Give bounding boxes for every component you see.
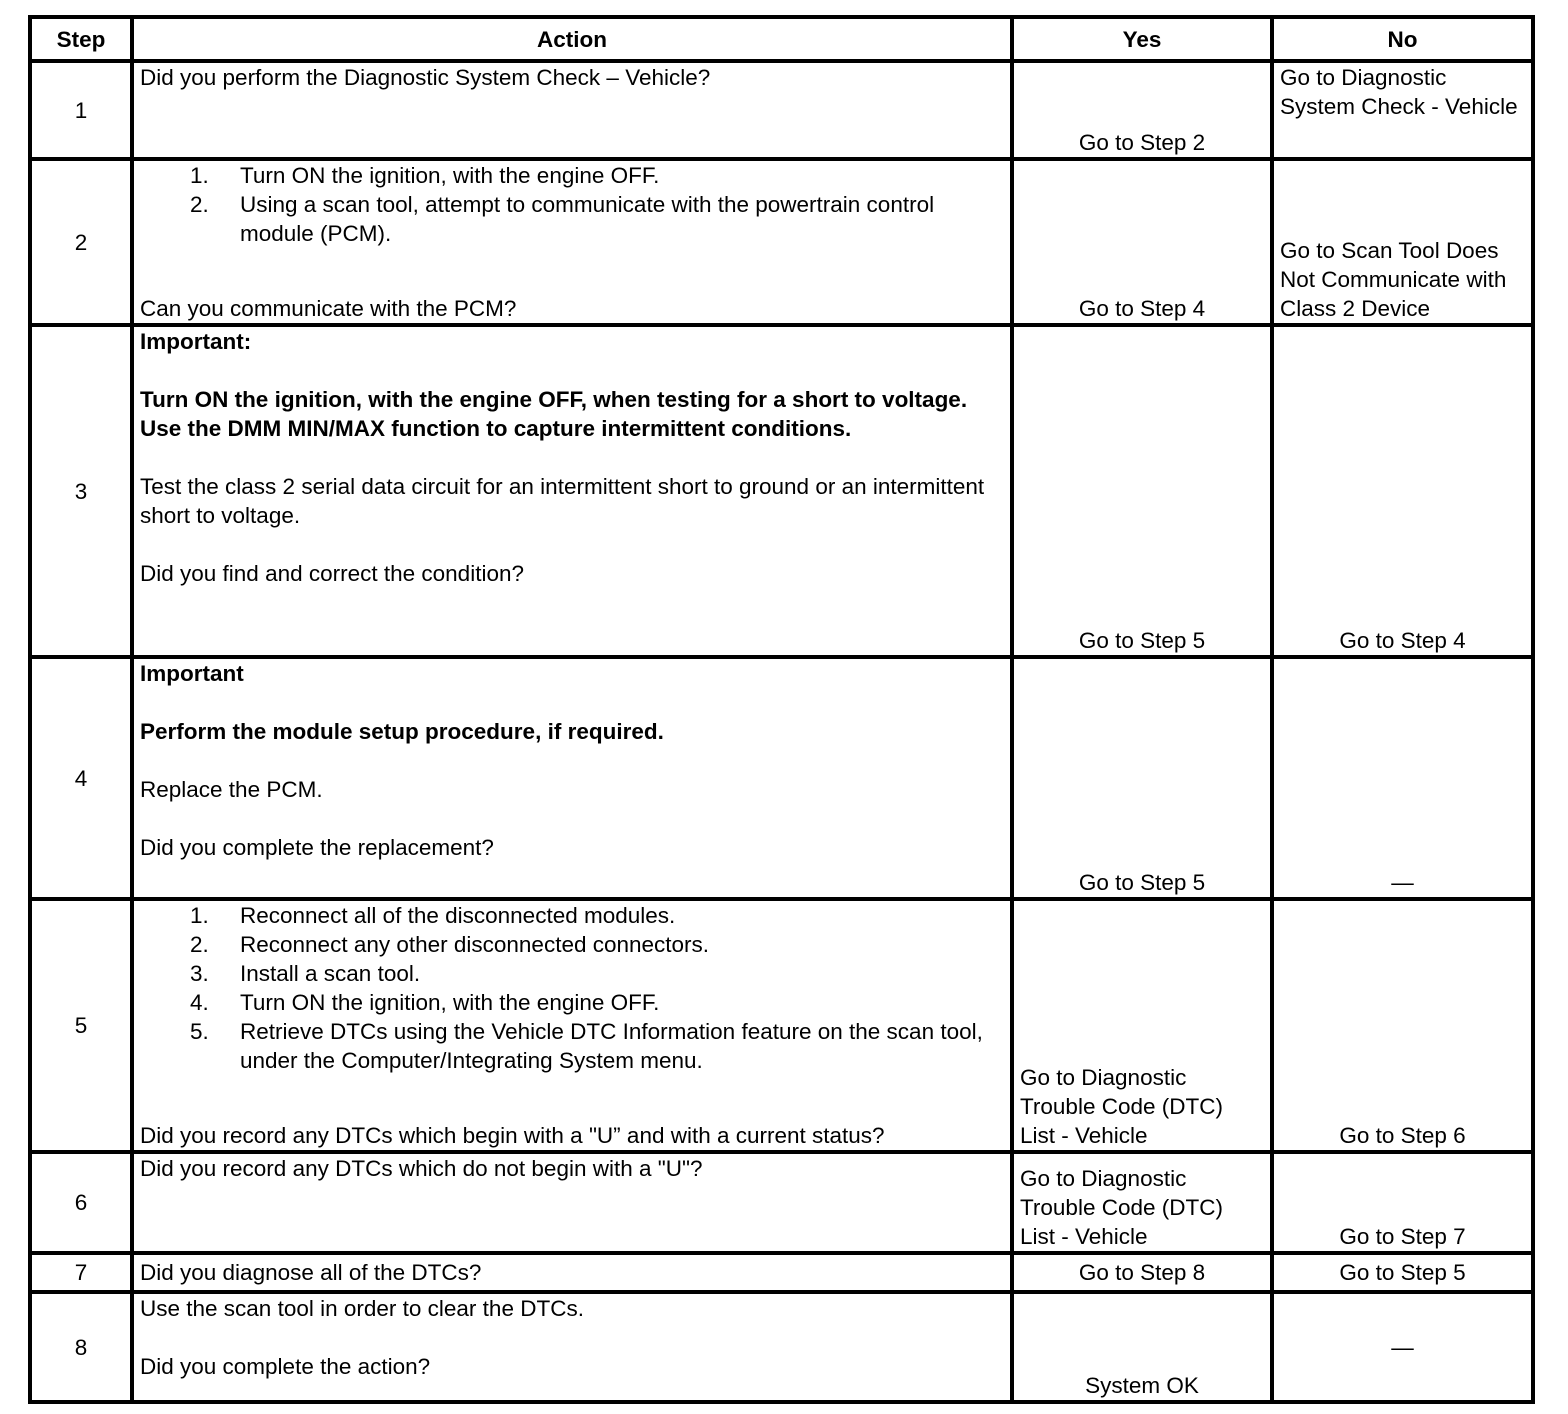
action-cell: [132, 899, 1012, 1152]
question: Did you record any DTCs which begin with a "U” and with a current status?: [140, 1123, 885, 1148]
table-row: [30, 899, 1533, 1152]
action-cell: [132, 1292, 1012, 1402]
table-row: [30, 1152, 1533, 1253]
list-text: Turn ON the ignition, with the engine OFF.: [240, 990, 660, 1015]
list-item: [140, 930, 1004, 959]
yes-cell: Go to Step 5: [1012, 325, 1272, 657]
table-row: [30, 159, 1533, 325]
question: Did you diagnose all of the DTCs?: [140, 1260, 482, 1285]
question: Can you communicate with the PCM?: [140, 296, 517, 321]
header-no: No: [1272, 17, 1533, 61]
step-number: 8: [30, 1292, 132, 1402]
instruction: Replace the PCM.: [140, 777, 323, 802]
question: Did you find and correct the condition?: [140, 561, 524, 586]
step-number: 5: [30, 899, 132, 1152]
list-text: Using a scan tool, attempt to communicate with the powertrain control module (PCM).: [240, 192, 935, 246]
no-cell: Go to Scan Tool Does Not Communicate with Class 2 Device: [1272, 159, 1533, 325]
important-text: Perform the module setup procedure, if required.: [140, 719, 664, 744]
yes-cell: Go to Diagnostic Trouble Code (DTC) List - Vehicle: [1012, 899, 1272, 1152]
header-row: [30, 17, 1533, 61]
step-number: 3: [30, 325, 132, 657]
question: Did you complete the action?: [140, 1354, 431, 1379]
list-number: 1.: [190, 163, 209, 188]
list-number: 3.: [190, 961, 209, 986]
question: Did you perform the Diagnostic System Check – Vehicle?: [140, 65, 711, 90]
important-text: Turn ON the ignition, with the engine OFF, when testing for a short to voltage. Use the DMM MIN/MAX function to capture intermittent conditions.: [140, 387, 968, 441]
instruction: Test the class 2 serial data circuit for an intermittent short to ground or an intermittent short to voltage.: [140, 474, 985, 528]
list-item: [140, 161, 1004, 190]
list-text: Turn ON the ignition, with the engine OFF.: [240, 163, 660, 188]
yes-cell: Go to Step 2: [1012, 61, 1272, 159]
instruction: Use the scan tool in order to clear the DTCs.: [140, 1296, 584, 1321]
list-item: [140, 988, 1004, 1017]
no-cell: —: [1272, 657, 1533, 899]
instruction-list: [140, 901, 1004, 1075]
list-item: [140, 190, 1004, 248]
list-number: 5.: [190, 1019, 209, 1044]
yes-cell: Go to Step 8: [1012, 1253, 1272, 1292]
instruction-list: [140, 161, 1004, 248]
action-cell: [132, 1253, 1012, 1292]
action-cell: [132, 657, 1012, 899]
no-cell: Go to Diagnostic System Check - Vehicle: [1272, 61, 1533, 159]
step-number: 6: [30, 1152, 132, 1253]
list-number: 2.: [190, 192, 209, 217]
header-yes: Yes: [1012, 17, 1272, 61]
step-number: 1: [30, 61, 132, 159]
header-action: Action: [132, 17, 1012, 61]
list-text: Reconnect all of the disconnected modules.: [240, 903, 676, 928]
header-step: Step: [30, 17, 132, 61]
yes-cell: System OK: [1012, 1292, 1272, 1402]
step-number: 2: [30, 159, 132, 325]
question: Did you record any DTCs which do not begin with a "U"?: [140, 1156, 703, 1181]
important-label: Important:: [140, 329, 252, 354]
list-number: 4.: [190, 990, 209, 1015]
list-number: 2.: [190, 932, 209, 957]
table-row: [30, 1292, 1533, 1402]
list-item: [140, 901, 1004, 930]
action-cell: [132, 325, 1012, 657]
table-row: [30, 657, 1533, 899]
list-text: Retrieve DTCs using the Vehicle DTC Information feature on the scan tool, under the Computer/Integrating System menu.: [240, 1019, 983, 1073]
action-cell: [132, 61, 1012, 159]
table-row: [30, 61, 1533, 159]
list-item: [140, 1017, 1004, 1075]
yes-cell: Go to Step 4: [1012, 159, 1272, 325]
list-item: [140, 959, 1004, 988]
question: Did you complete the replacement?: [140, 835, 494, 860]
table-row: [30, 1253, 1533, 1292]
no-cell: Go to Step 4: [1272, 325, 1533, 657]
no-cell: —: [1272, 1292, 1533, 1402]
no-cell: Go to Step 5: [1272, 1253, 1533, 1292]
important-label: Important: [140, 661, 244, 686]
list-text: Install a scan tool.: [240, 961, 421, 986]
list-number: 1.: [190, 903, 209, 928]
diagnostic-table: [28, 15, 1535, 1404]
list-text: Reconnect any other disconnected connectors.: [240, 932, 710, 957]
no-cell: Go to Step 7: [1272, 1152, 1533, 1253]
action-cell: [132, 1152, 1012, 1253]
table-row: [30, 325, 1533, 657]
step-number: 4: [30, 657, 132, 899]
no-cell: Go to Step 6: [1272, 899, 1533, 1152]
yes-cell: Go to Step 5: [1012, 657, 1272, 899]
action-cell: [132, 159, 1012, 325]
step-number: 7: [30, 1253, 132, 1292]
yes-cell: Go to Diagnostic Trouble Code (DTC) List - Vehicle: [1012, 1152, 1272, 1253]
